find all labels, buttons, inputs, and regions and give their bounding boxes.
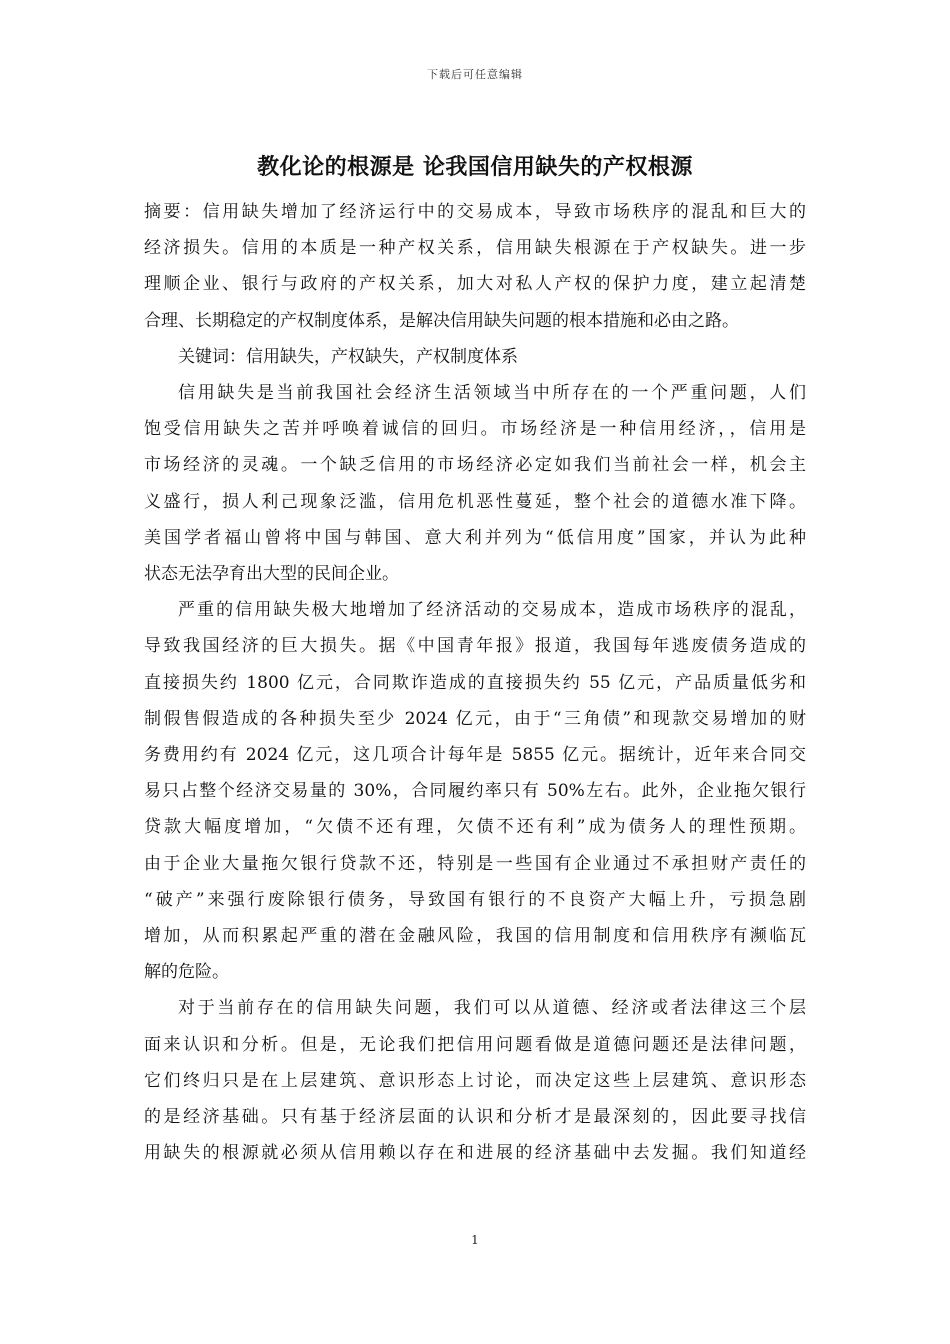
- body-paragraph-1: [144, 375, 806, 592]
- paragraph-line: “破产”来强行废除银行债务，导致国有银行的不良资产大幅上升，亏损急剧: [144, 889, 806, 910]
- body-paragraph-2: [144, 592, 806, 990]
- paragraph-line: 制假售假造成的各种损失至少 2024 亿元，由于“三角债”和现款交易增加的财: [144, 708, 806, 729]
- page-number: 1: [471, 1233, 479, 1247]
- paragraph-line: 市场经济的灵魂。一个缺乏信用的市场经济必定如我们当前社会一样，机会主: [144, 455, 806, 476]
- paragraph-line: 美国学者福山曾将中国与韩国、意大利并列为“低信用度”国家，并认为此种: [144, 527, 806, 548]
- paragraph-line: 它们终归只是在上层建筑、意识形态上讨论，而决定这些上层建筑、意识形态: [144, 1070, 806, 1091]
- paragraph-line: 增加，从而积累起严重的潜在金融风险，我国的信用制度和信用秩序有濒临瓦: [144, 926, 806, 947]
- paragraph-line: 饱受信用缺失之苦并呼唤着诚信的回归。市场经济是一种信用经济，，信用是: [144, 419, 806, 440]
- body-paragraph-3: [144, 990, 806, 1171]
- paragraph-line: 贷款大幅度增加，“欠债不还有理，欠债不还有利”成为债务人的理性预期。: [144, 817, 806, 838]
- paragraph-line: 对于当前存在的信用缺失问题，我们可以从道德、经济或者法律这三个层: [178, 998, 806, 1019]
- paragraph-line: 信用缺失是当前我国社会经济生活领域当中所存在的一个严重问题，人们: [178, 383, 806, 404]
- paragraph-line: 导致我国经济的巨大损失。据《中国青年报》报道，我国每年逃废债务造成的: [144, 636, 806, 657]
- paragraph-line: 由于企业大量拖欠银行贷款不还，特别是一些国有企业通过不承担财产责任的: [144, 853, 806, 874]
- paragraph-line: 解的危险。: [144, 962, 229, 983]
- abstract-line: 理顺企业、银行与政府的产权关系，加大对私人产权的保护力度，建立起清楚: [144, 274, 806, 295]
- keywords-paragraph: [144, 339, 806, 375]
- paragraph-line: 义盛行，损人利己现象泛滥，信用危机恶性蔓延，整个社会的道德水准下降。: [144, 491, 806, 512]
- abstract-line: 摘要：信用缺失增加了经济运行中的交易成本，导致市场秩序的混乱和巨大的: [144, 202, 806, 222]
- document-body: [144, 194, 806, 1171]
- paragraph-line: 易只占整个经济交易量的 30%，合同履约率只有 50%左右。此外，企业拖欠银行: [144, 781, 806, 802]
- abstract-line: 合理、长期稳定的产权制度体系，是解决信用缺失问题的根本措施和必由之路。: [144, 310, 739, 331]
- paragraph-line: 状态无法孕育出大型的民间企业。: [144, 564, 399, 585]
- paragraph-line: 直接损失约 1800 亿元，合同欺诈造成的直接损失约 55 亿元，产品质量低劣和: [144, 672, 806, 693]
- paragraph-line: 的是经济基础。只有基于经济层面的认识和分析才是最深刻的，因此要寻找信: [144, 1107, 806, 1128]
- abstract-line: 经济损失。信用的本质是一种产权关系，信用缺失根源在于产权缺失。进一步: [144, 238, 806, 259]
- header-note: 下载后可任意编辑: [427, 68, 523, 81]
- abstract-paragraph: [144, 194, 806, 339]
- keywords-line: 关键词：信用缺失，产权缺失，产权制度体系: [178, 346, 518, 367]
- document-title: 教化论的根源是 论我国信用缺失的产权根源: [257, 155, 693, 180]
- paragraph-line: 严重的信用缺失极大地增加了经济活动的交易成本，造成市场秩序的混乱，: [178, 600, 806, 621]
- paragraph-line: 务费用约有 2024 亿元，这几项合计每年是 5855 亿元。据统计，近年来合同交: [144, 745, 806, 766]
- paragraph-line: 用缺失的根源就必须从信用赖以存在和进展的经济基础中去发掘。我们知道经: [144, 1143, 806, 1164]
- paragraph-line: 面来认识和分析。但是，无论我们把信用问题看做是道德问题还是法律问题，: [144, 1034, 806, 1055]
